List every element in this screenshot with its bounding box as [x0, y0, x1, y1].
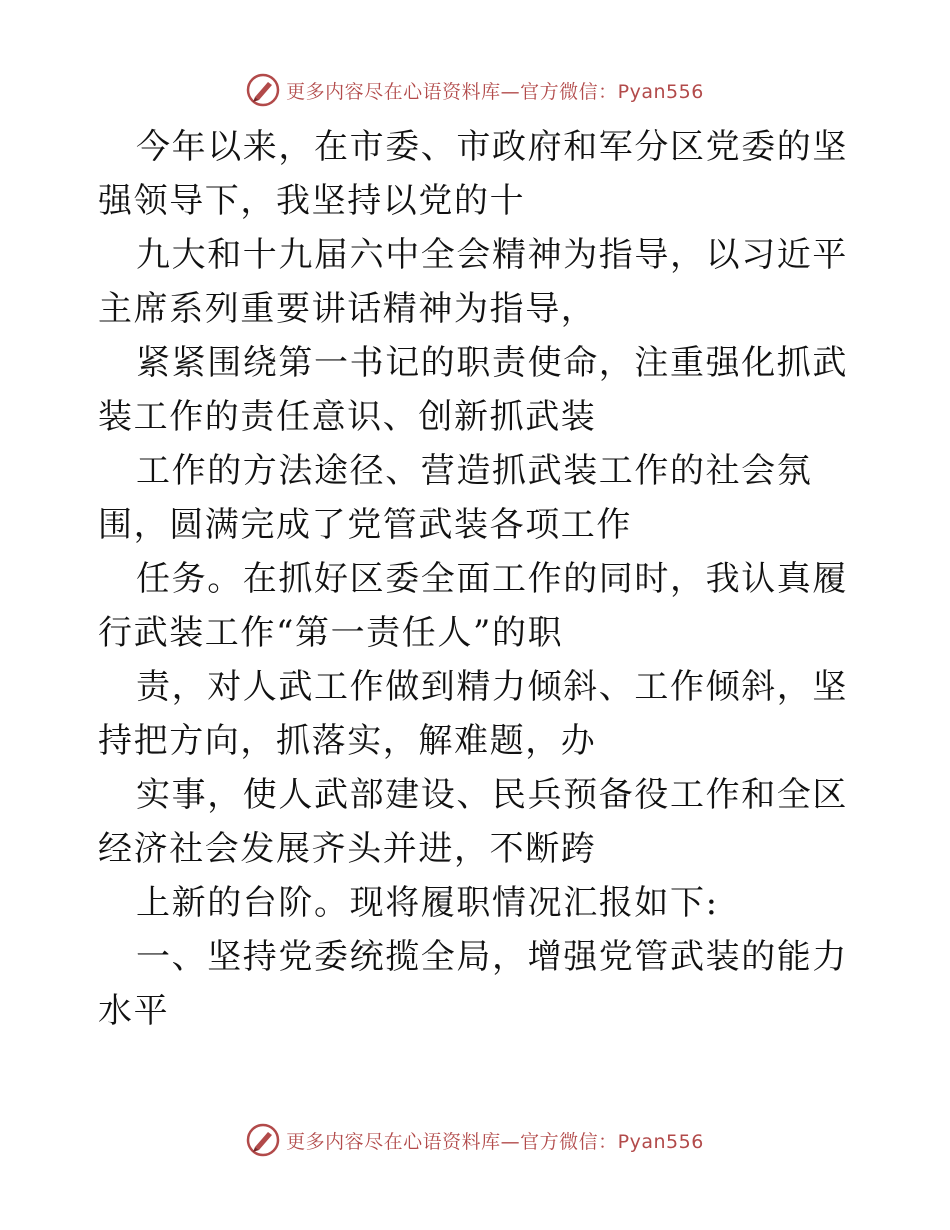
footer-banner [0, 1120, 950, 1160]
paragraph: 责，对人武工作做到精力倾斜、工作倾斜，坚持把方向，抓落实，解难题，办 [98, 667, 848, 761]
document-body [98, 120, 858, 1038]
paragraph: 九大和十九届六中全会精神为指导，以习近平主席系列重要讲话精神为指导， [98, 235, 848, 329]
paragraph: 工作的方法途径、营造抓武装工作的社会氛围，圆满完成了党管武装各项工作 [98, 451, 813, 545]
pen-logo-icon [246, 1123, 280, 1157]
paragraph: 紧紧围绕第一书记的职责使命，注重强化抓武装工作的责任意识、创新抓武装 [98, 343, 848, 437]
header-banner-text: 更多内容尽在心语资料库—官方微信：Pyan556 [286, 80, 704, 103]
paragraph: 上新的台阶。现将履职情况汇报如下: [136, 883, 719, 923]
paragraph: 实事，使人武部建设、民兵预备役工作和全区经济社会发展齐头并进，不断跨 [98, 775, 848, 869]
footer-banner-text: 更多内容尽在心语资料库—官方微信：Pyan556 [286, 1130, 704, 1153]
paragraph: 一、坚持党委统揽全局，增强党管武装的能力水平 [98, 937, 848, 1031]
header-banner [0, 70, 950, 110]
pen-logo-icon [246, 73, 280, 107]
paragraph: 任务。在抓好区委全面工作的同时，我认真履行武装工作“第一责任人”的职 [98, 559, 848, 653]
paragraph: 今年以来，在市委、市政府和军分区党委的坚强领导下，我坚持以党的十 [98, 127, 848, 221]
